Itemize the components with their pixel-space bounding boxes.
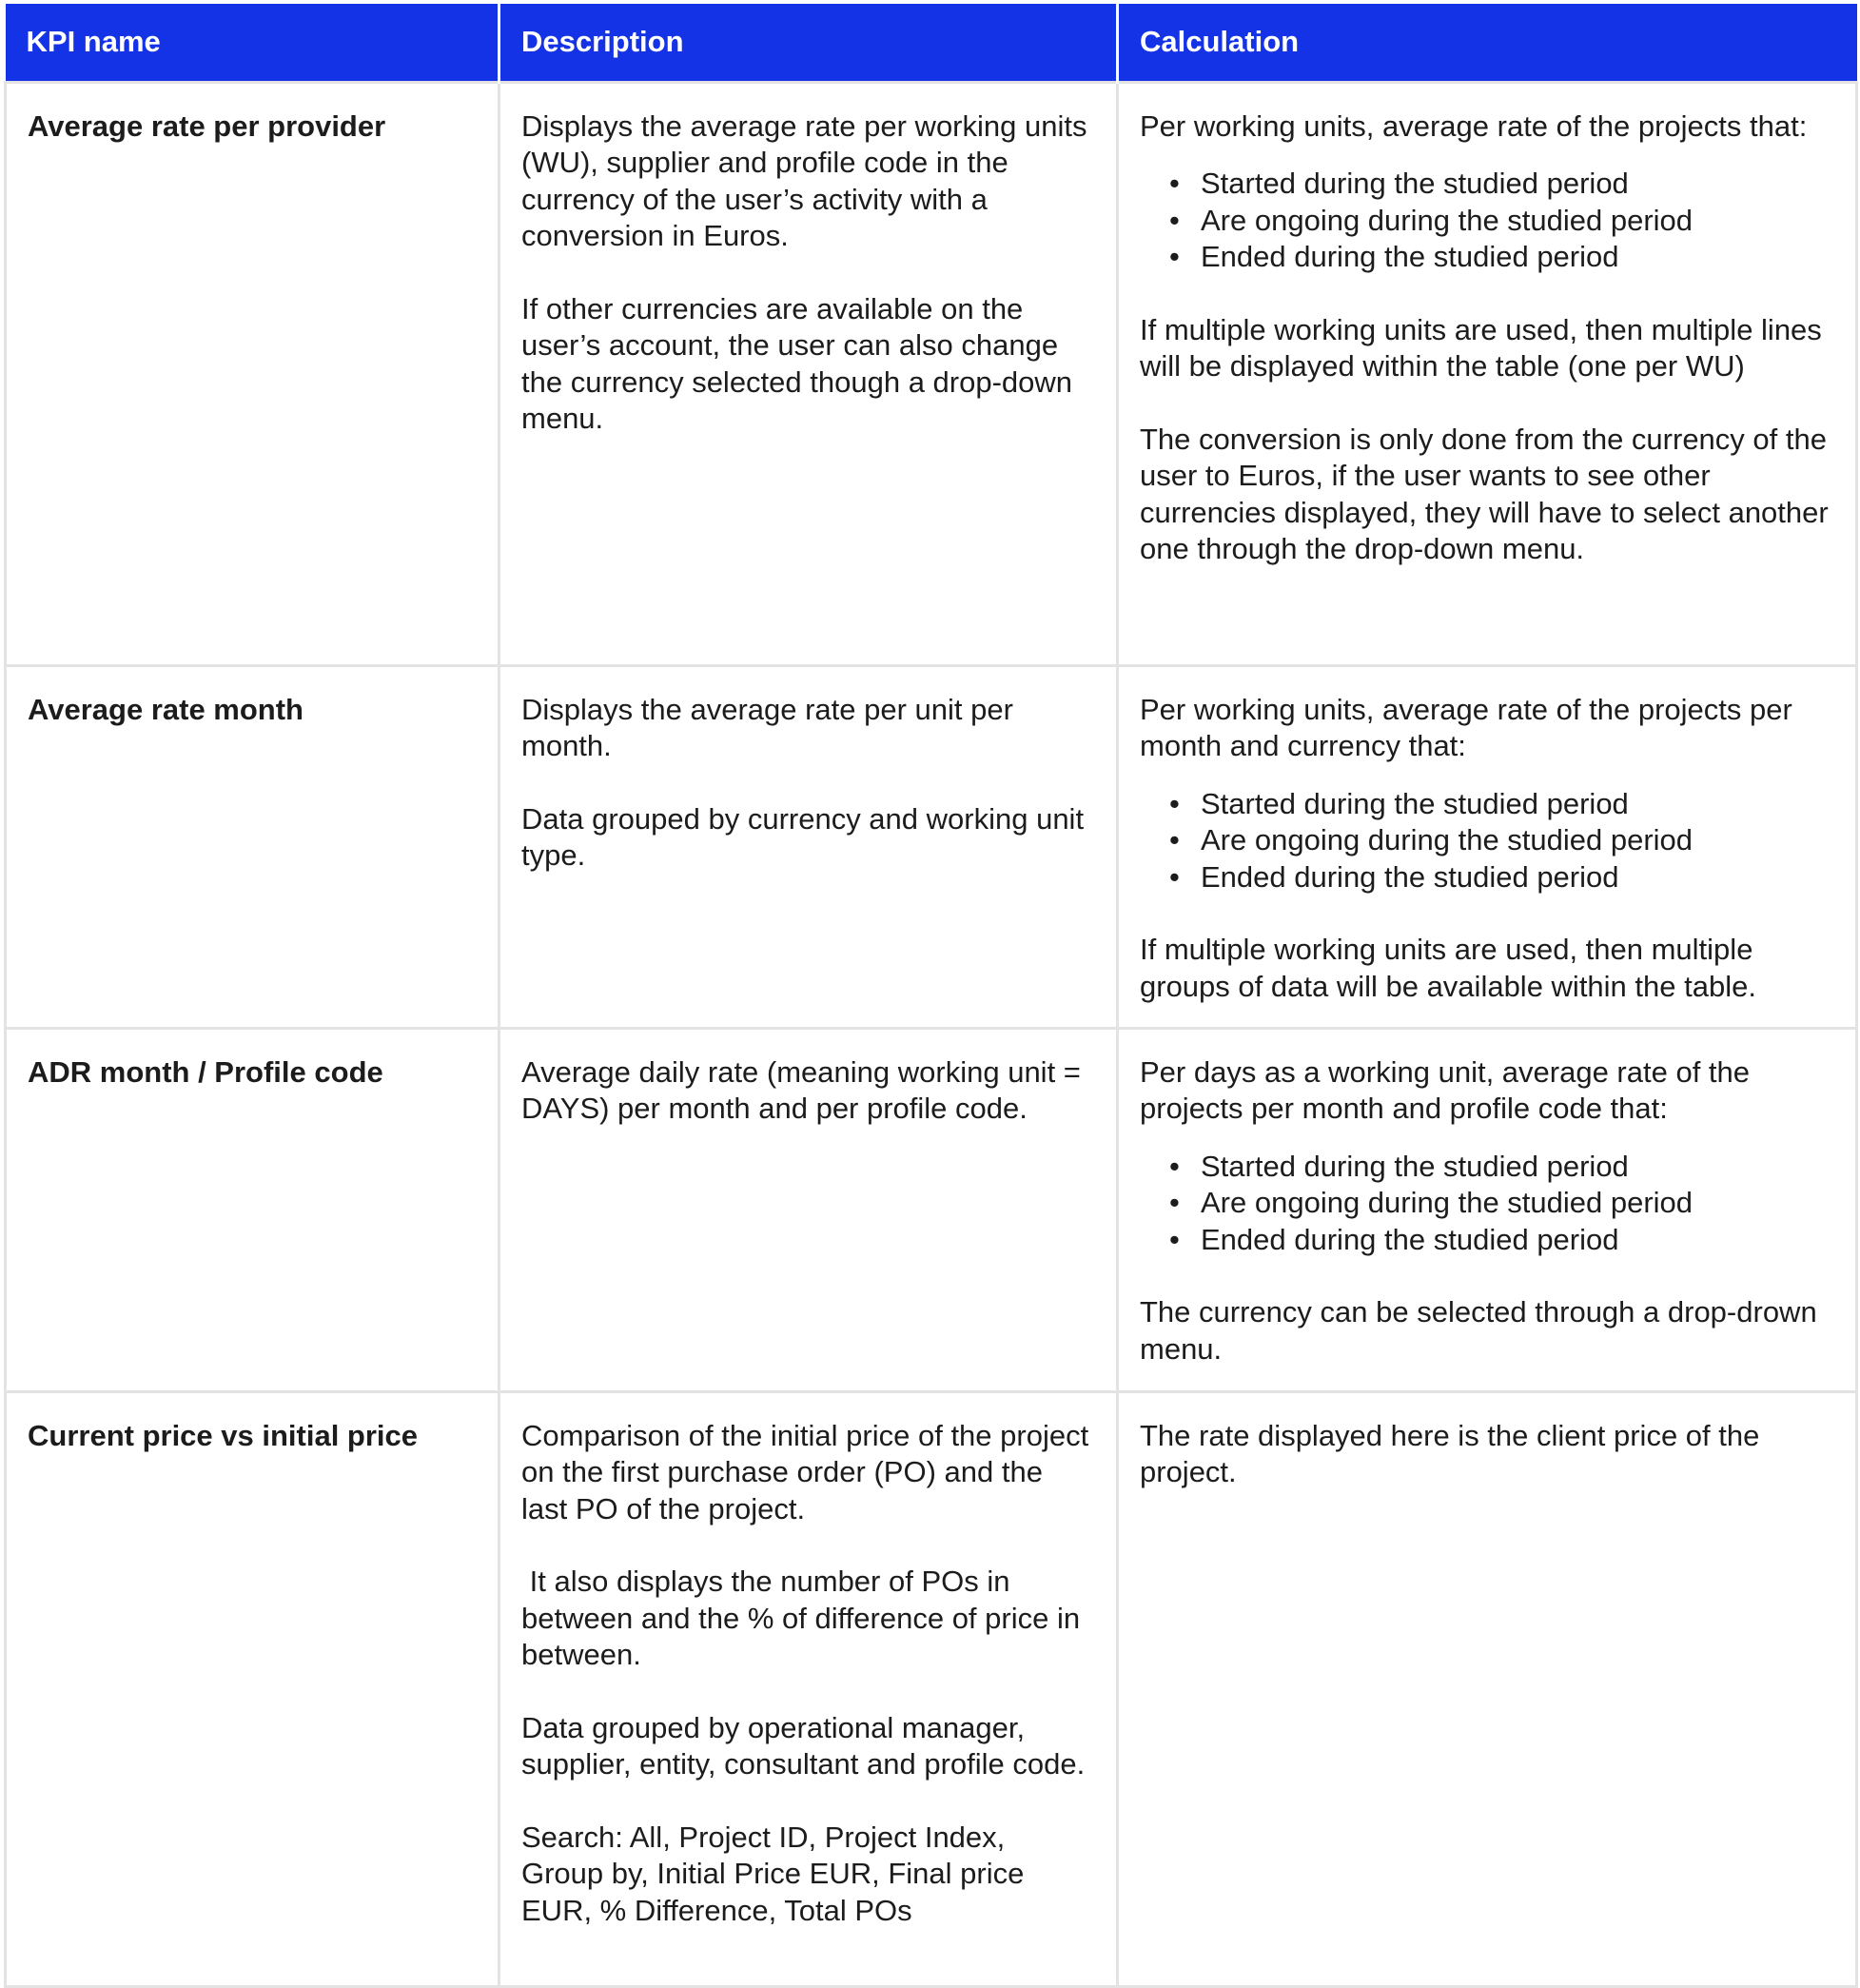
calculation-intro: Per working units, average rate of the projects per month and currency that:: [1140, 692, 1792, 762]
table-row: [6, 82, 1857, 665]
table-row: [6, 1391, 1857, 1986]
table-row: [6, 1028, 1857, 1391]
list-item: • Started during the studied period: [1201, 166, 1834, 203]
calculation-note: If multiple working units are used, then multiple lines will be displayed within the table (one per WU): [1140, 312, 1822, 383]
description-paragraph: Average daily rate (meaning working unit = DAYS) per month and per profile code.: [521, 1054, 1081, 1125]
kpi-name-cell: Average rate per provider: [6, 82, 499, 665]
kpi-name-cell: Current price vs initial price: [6, 1391, 499, 1986]
calculation-cell: [1118, 665, 1857, 1028]
description-cell: [499, 82, 1118, 665]
list-item: • Started during the studied period: [1201, 1149, 1834, 1186]
kpi-table: [4, 4, 1858, 1988]
list-item: • Started during the studied period: [1201, 786, 1834, 823]
calculation-intro: Per working units, average rate of the projects that:: [1140, 108, 1808, 143]
header-description: Description: [499, 4, 1118, 82]
list-item: • Are ongoing during the studied period: [1201, 1185, 1834, 1222]
kpi-name-cell: ADR month / Profile code: [6, 1028, 499, 1391]
description-paragraph: It also displays the number of POs in between and the % of difference of price in between.: [521, 1565, 1088, 1671]
header-calculation: Calculation: [1118, 4, 1857, 82]
description-paragraph: Comparison of the initial price of the project on the first purchase order (PO) and the last PO of the project.: [521, 1418, 1089, 1525]
table-row: [6, 665, 1857, 1028]
description-paragraph: Data grouped by currency and working unit type.: [521, 801, 1085, 872]
calculation-bullets: [1140, 1149, 1834, 1259]
calculation-note: The conversion is only done from the currency of the user to Euros, if the user wants to see other currencies displayed, they will have to select another one through the drop-down menu.: [1140, 422, 1829, 565]
calculation-cell: [1118, 82, 1857, 665]
calculation-intro: The rate displayed here is the client price of the project.: [1140, 1418, 1760, 1488]
list-item: • Ended during the studied period: [1201, 859, 1834, 896]
calculation-bullets: [1140, 786, 1834, 896]
description-cell: [499, 1391, 1118, 1986]
description-paragraph: Data grouped by operational manager, supplier, entity, consultant and profile code.: [521, 1710, 1086, 1781]
calculation-bullets: [1140, 166, 1834, 276]
header-kpi-name: KPI name: [6, 4, 499, 82]
description-cell: [499, 665, 1118, 1028]
calculation-cell: [1118, 1028, 1857, 1391]
list-item: • Are ongoing during the studied period: [1201, 203, 1834, 240]
calculation-intro: Per days as a working unit, average rate of the projects per month and profile code that:: [1140, 1054, 1751, 1125]
list-item: • Are ongoing during the studied period: [1201, 822, 1834, 859]
header-row: [6, 4, 1857, 82]
kpi-name-cell: Average rate month: [6, 665, 499, 1028]
description-paragraph: If other currencies are available on the user’s account, the user can also change the currency selected though a drop-down menu.: [521, 291, 1073, 435]
description-paragraph: Displays the average rate per unit per month.: [521, 692, 1013, 762]
list-item: • Ended during the studied period: [1201, 239, 1834, 276]
calculation-cell: [1118, 1391, 1857, 1986]
description-cell: [499, 1028, 1118, 1391]
calculation-note: If multiple working units are used, then multiple groups of data will be available within the table.: [1140, 933, 1756, 1003]
list-item: • Ended during the studied period: [1201, 1222, 1834, 1259]
description-paragraph: Displays the average rate per working units (WU), supplier and profile code in the currency of the user’s activity with a conversion in Euros.: [521, 108, 1087, 252]
description-paragraph: Search: All, Project ID, Project Index, Group by, Initial Price EUR, Final price EUR, % Difference, Total POs: [521, 1820, 1025, 1927]
calculation-note: The currency can be selected through a drop-drown menu.: [1140, 1295, 1817, 1366]
